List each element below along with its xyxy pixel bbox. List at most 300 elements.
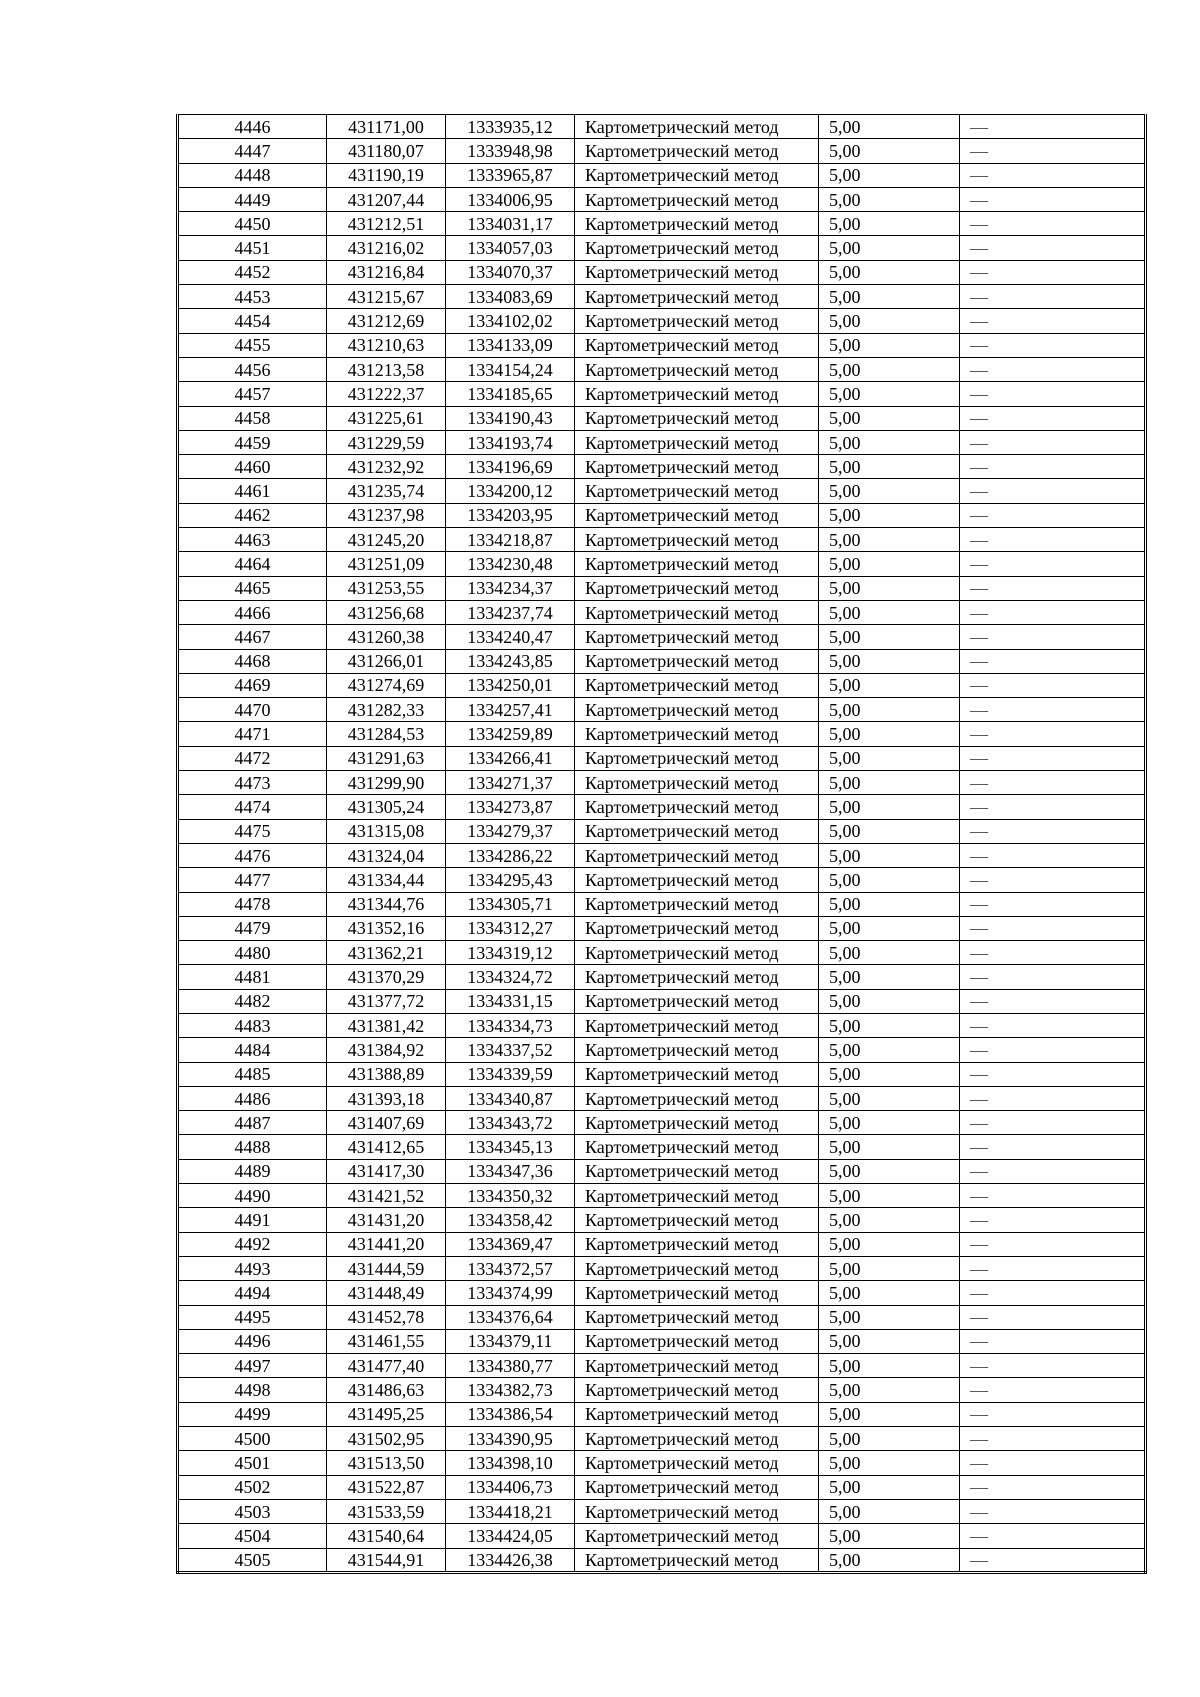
accuracy-cell: 5,00	[819, 382, 960, 406]
x-coordinate-cell: 431388,89	[327, 1062, 446, 1086]
x-coordinate-cell: 431334,44	[327, 868, 446, 892]
accuracy-cell: 5,00	[819, 1086, 960, 1110]
y-coordinate-cell: 1334237,74	[446, 600, 575, 624]
method-cell: Картометрический метод	[575, 843, 819, 867]
table-row	[178, 1305, 1146, 1329]
x-coordinate-cell: 431213,58	[327, 357, 446, 381]
description-cell: —	[960, 649, 1146, 673]
method-cell: Картометрический метод	[575, 1038, 819, 1062]
description-cell: —	[960, 1256, 1146, 1280]
method-cell: Картометрический метод	[575, 212, 819, 236]
accuracy-cell: 5,00	[819, 600, 960, 624]
method-cell: Картометрический метод	[575, 528, 819, 552]
table-row	[178, 649, 1146, 673]
x-coordinate-cell: 431291,63	[327, 746, 446, 770]
table-row	[178, 1524, 1146, 1548]
y-coordinate-cell: 1333948,98	[446, 139, 575, 163]
description-cell: —	[960, 746, 1146, 770]
table-row	[178, 673, 1146, 697]
accuracy-cell: 5,00	[819, 1378, 960, 1402]
point-number-cell: 4482	[178, 989, 327, 1013]
table-row	[178, 1427, 1146, 1451]
method-cell: Картометрический метод	[575, 1013, 819, 1037]
point-number-cell: 4477	[178, 868, 327, 892]
x-coordinate-cell: 431260,38	[327, 625, 446, 649]
x-coordinate-cell: 431431,20	[327, 1208, 446, 1232]
x-coordinate-cell: 431232,92	[327, 455, 446, 479]
y-coordinate-cell: 1334380,77	[446, 1354, 575, 1378]
point-number-cell: 4501	[178, 1451, 327, 1475]
y-coordinate-cell: 1334406,73	[446, 1475, 575, 1499]
accuracy-cell: 5,00	[819, 212, 960, 236]
y-coordinate-cell: 1334273,87	[446, 795, 575, 819]
y-coordinate-cell: 1334339,59	[446, 1062, 575, 1086]
point-number-cell: 4451	[178, 236, 327, 260]
point-number-cell: 4480	[178, 941, 327, 965]
table-row	[178, 1135, 1146, 1159]
point-number-cell: 4462	[178, 503, 327, 527]
y-coordinate-cell: 1334031,17	[446, 212, 575, 236]
x-coordinate-cell: 431407,69	[327, 1111, 446, 1135]
method-cell: Картометрический метод	[575, 892, 819, 916]
method-cell: Картометрический метод	[575, 1062, 819, 1086]
y-coordinate-cell: 1334426,38	[446, 1548, 575, 1572]
description-cell: —	[960, 1378, 1146, 1402]
point-number-cell: 4476	[178, 843, 327, 867]
description-cell: —	[960, 382, 1146, 406]
accuracy-cell: 5,00	[819, 989, 960, 1013]
accuracy-cell: 5,00	[819, 1013, 960, 1037]
accuracy-cell: 5,00	[819, 1427, 960, 1451]
table-row	[178, 430, 1146, 454]
method-cell: Картометрический метод	[575, 819, 819, 843]
method-cell: Картометрический метод	[575, 333, 819, 357]
method-cell: Картометрический метод	[575, 552, 819, 576]
y-coordinate-cell: 1334102,02	[446, 309, 575, 333]
accuracy-cell: 5,00	[819, 285, 960, 309]
method-cell: Картометрический метод	[575, 989, 819, 1013]
accuracy-cell: 5,00	[819, 1062, 960, 1086]
accuracy-cell: 5,00	[819, 260, 960, 284]
y-coordinate-cell: 1334196,69	[446, 455, 575, 479]
table-row	[178, 771, 1146, 795]
table-row	[178, 1281, 1146, 1305]
y-coordinate-cell: 1334295,43	[446, 868, 575, 892]
x-coordinate-cell: 431384,92	[327, 1038, 446, 1062]
y-coordinate-cell: 1334382,73	[446, 1378, 575, 1402]
accuracy-cell: 5,00	[819, 309, 960, 333]
method-cell: Картометрический метод	[575, 1086, 819, 1110]
accuracy-cell: 5,00	[819, 1135, 960, 1159]
coordinates-table-body	[178, 115, 1146, 1573]
table-row	[178, 843, 1146, 867]
table-row	[178, 1208, 1146, 1232]
point-number-cell: 4484	[178, 1038, 327, 1062]
y-coordinate-cell: 1334240,47	[446, 625, 575, 649]
x-coordinate-cell: 431215,67	[327, 285, 446, 309]
accuracy-cell: 5,00	[819, 698, 960, 722]
x-coordinate-cell: 431212,51	[327, 212, 446, 236]
x-coordinate-cell: 431235,74	[327, 479, 446, 503]
y-coordinate-cell: 1334374,99	[446, 1281, 575, 1305]
x-coordinate-cell: 431377,72	[327, 989, 446, 1013]
y-coordinate-cell: 1334230,48	[446, 552, 575, 576]
accuracy-cell: 5,00	[819, 406, 960, 430]
description-cell: —	[960, 722, 1146, 746]
accuracy-cell: 5,00	[819, 795, 960, 819]
x-coordinate-cell: 431180,07	[327, 139, 446, 163]
description-cell: —	[960, 1281, 1146, 1305]
description-cell: —	[960, 115, 1146, 139]
description-cell: —	[960, 965, 1146, 989]
accuracy-cell: 5,00	[819, 163, 960, 187]
accuracy-cell: 5,00	[819, 771, 960, 795]
y-coordinate-cell: 1334200,12	[446, 479, 575, 503]
table-row	[178, 892, 1146, 916]
y-coordinate-cell: 1334203,95	[446, 503, 575, 527]
description-cell: —	[960, 600, 1146, 624]
accuracy-cell: 5,00	[819, 479, 960, 503]
point-number-cell: 4496	[178, 1329, 327, 1353]
method-cell: Картометрический метод	[575, 771, 819, 795]
point-number-cell: 4465	[178, 576, 327, 600]
accuracy-cell: 5,00	[819, 1038, 960, 1062]
method-cell: Картометрический метод	[575, 503, 819, 527]
point-number-cell: 4470	[178, 698, 327, 722]
accuracy-cell: 5,00	[819, 357, 960, 381]
point-number-cell: 4449	[178, 187, 327, 211]
description-cell: —	[960, 406, 1146, 430]
method-cell: Картометрический метод	[575, 115, 819, 139]
description-cell: —	[960, 260, 1146, 284]
y-coordinate-cell: 1334386,54	[446, 1402, 575, 1426]
x-coordinate-cell: 431522,87	[327, 1475, 446, 1499]
table-row	[178, 357, 1146, 381]
description-cell: —	[960, 625, 1146, 649]
description-cell: —	[960, 285, 1146, 309]
point-number-cell: 4490	[178, 1184, 327, 1208]
method-cell: Картометрический метод	[575, 1256, 819, 1280]
y-coordinate-cell: 1334418,21	[446, 1499, 575, 1523]
point-number-cell: 4463	[178, 528, 327, 552]
x-coordinate-cell: 431315,08	[327, 819, 446, 843]
x-coordinate-cell: 431393,18	[327, 1086, 446, 1110]
description-cell: —	[960, 1475, 1146, 1499]
y-coordinate-cell: 1334347,36	[446, 1159, 575, 1183]
method-cell: Картометрический метод	[575, 1232, 819, 1256]
method-cell: Картометрический метод	[575, 600, 819, 624]
x-coordinate-cell: 431540,64	[327, 1524, 446, 1548]
method-cell: Картометрический метод	[575, 1281, 819, 1305]
description-cell: —	[960, 989, 1146, 1013]
description-cell: —	[960, 455, 1146, 479]
y-coordinate-cell: 1334250,01	[446, 673, 575, 697]
table-row	[178, 1548, 1146, 1572]
method-cell: Картометрический метод	[575, 430, 819, 454]
x-coordinate-cell: 431502,95	[327, 1427, 446, 1451]
coordinates-table	[176, 114, 1147, 1574]
method-cell: Картометрический метод	[575, 285, 819, 309]
accuracy-cell: 5,00	[819, 115, 960, 139]
table-row	[178, 285, 1146, 309]
x-coordinate-cell: 431225,61	[327, 406, 446, 430]
point-number-cell: 4466	[178, 600, 327, 624]
method-cell: Картометрический метод	[575, 649, 819, 673]
x-coordinate-cell: 431216,84	[327, 260, 446, 284]
accuracy-cell: 5,00	[819, 1329, 960, 1353]
description-cell: —	[960, 163, 1146, 187]
accuracy-cell: 5,00	[819, 746, 960, 770]
description-cell: —	[960, 503, 1146, 527]
table-row	[178, 1232, 1146, 1256]
description-cell: —	[960, 843, 1146, 867]
method-cell: Картометрический метод	[575, 1499, 819, 1523]
method-cell: Картометрический метод	[575, 1135, 819, 1159]
method-cell: Картометрический метод	[575, 309, 819, 333]
accuracy-cell: 5,00	[819, 1475, 960, 1499]
point-number-cell: 4453	[178, 285, 327, 309]
method-cell: Картометрический метод	[575, 916, 819, 940]
method-cell: Картометрический метод	[575, 455, 819, 479]
y-coordinate-cell: 1334369,47	[446, 1232, 575, 1256]
x-coordinate-cell: 431486,63	[327, 1378, 446, 1402]
method-cell: Картометрический метод	[575, 1451, 819, 1475]
description-cell: —	[960, 1184, 1146, 1208]
x-coordinate-cell: 431444,59	[327, 1256, 446, 1280]
accuracy-cell: 5,00	[819, 139, 960, 163]
point-number-cell: 4494	[178, 1281, 327, 1305]
accuracy-cell: 5,00	[819, 625, 960, 649]
method-cell: Картометрический метод	[575, 795, 819, 819]
y-coordinate-cell: 1334337,52	[446, 1038, 575, 1062]
description-cell: —	[960, 1427, 1146, 1451]
y-coordinate-cell: 1334345,13	[446, 1135, 575, 1159]
x-coordinate-cell: 431251,09	[327, 552, 446, 576]
accuracy-cell: 5,00	[819, 1281, 960, 1305]
accuracy-cell: 5,00	[819, 843, 960, 867]
y-coordinate-cell: 1334331,15	[446, 989, 575, 1013]
x-coordinate-cell: 431274,69	[327, 673, 446, 697]
point-number-cell: 4456	[178, 357, 327, 381]
description-cell: —	[960, 941, 1146, 965]
y-coordinate-cell: 1334083,69	[446, 285, 575, 309]
point-number-cell: 4492	[178, 1232, 327, 1256]
method-cell: Картометрический метод	[575, 1378, 819, 1402]
description-cell: —	[960, 1111, 1146, 1135]
method-cell: Картометрический метод	[575, 1305, 819, 1329]
accuracy-cell: 5,00	[819, 236, 960, 260]
table-row	[178, 1062, 1146, 1086]
accuracy-cell: 5,00	[819, 819, 960, 843]
method-cell: Картометрический метод	[575, 260, 819, 284]
accuracy-cell: 5,00	[819, 1354, 960, 1378]
point-number-cell: 4493	[178, 1256, 327, 1280]
x-coordinate-cell: 431324,04	[327, 843, 446, 867]
point-number-cell: 4450	[178, 212, 327, 236]
table-row	[178, 260, 1146, 284]
y-coordinate-cell: 1334133,09	[446, 333, 575, 357]
description-cell: —	[960, 916, 1146, 940]
x-coordinate-cell: 431461,55	[327, 1329, 446, 1353]
method-cell: Картометрический метод	[575, 746, 819, 770]
x-coordinate-cell: 431207,44	[327, 187, 446, 211]
table-row	[178, 163, 1146, 187]
point-number-cell: 4447	[178, 139, 327, 163]
method-cell: Картометрический метод	[575, 406, 819, 430]
point-number-cell: 4479	[178, 916, 327, 940]
y-coordinate-cell: 1334324,72	[446, 965, 575, 989]
method-cell: Картометрический метод	[575, 965, 819, 989]
y-coordinate-cell: 1334259,89	[446, 722, 575, 746]
description-cell: —	[960, 1159, 1146, 1183]
accuracy-cell: 5,00	[819, 1305, 960, 1329]
table-row	[178, 795, 1146, 819]
description-cell: —	[960, 1524, 1146, 1548]
x-coordinate-cell: 431171,00	[327, 115, 446, 139]
method-cell: Картометрический метод	[575, 698, 819, 722]
description-cell: —	[960, 552, 1146, 576]
table-row	[178, 333, 1146, 357]
y-coordinate-cell: 1334070,37	[446, 260, 575, 284]
point-number-cell: 4478	[178, 892, 327, 916]
description-cell: —	[960, 1086, 1146, 1110]
x-coordinate-cell: 431417,30	[327, 1159, 446, 1183]
y-coordinate-cell: 1333935,12	[446, 115, 575, 139]
table-row	[178, 722, 1146, 746]
table-row	[178, 965, 1146, 989]
accuracy-cell: 5,00	[819, 1499, 960, 1523]
point-number-cell: 4474	[178, 795, 327, 819]
x-coordinate-cell: 431216,02	[327, 236, 446, 260]
accuracy-cell: 5,00	[819, 1256, 960, 1280]
y-coordinate-cell: 1334257,41	[446, 698, 575, 722]
table-row	[178, 1402, 1146, 1426]
table-row	[178, 746, 1146, 770]
y-coordinate-cell: 1334266,41	[446, 746, 575, 770]
table-row	[178, 868, 1146, 892]
table-row	[178, 479, 1146, 503]
description-cell: —	[960, 187, 1146, 211]
description-cell: —	[960, 576, 1146, 600]
y-coordinate-cell: 1334057,03	[446, 236, 575, 260]
description-cell: —	[960, 1038, 1146, 1062]
point-number-cell: 4461	[178, 479, 327, 503]
method-cell: Картометрический метод	[575, 1427, 819, 1451]
description-cell: —	[960, 139, 1146, 163]
description-cell: —	[960, 1208, 1146, 1232]
point-number-cell: 4498	[178, 1378, 327, 1402]
point-number-cell: 4497	[178, 1354, 327, 1378]
x-coordinate-cell: 431256,68	[327, 600, 446, 624]
method-cell: Картометрический метод	[575, 139, 819, 163]
table-row	[178, 1329, 1146, 1353]
point-number-cell: 4448	[178, 163, 327, 187]
point-number-cell: 4481	[178, 965, 327, 989]
method-cell: Картометрический метод	[575, 1524, 819, 1548]
point-number-cell: 4486	[178, 1086, 327, 1110]
table-row	[178, 625, 1146, 649]
method-cell: Картометрический метод	[575, 1548, 819, 1572]
point-number-cell: 4468	[178, 649, 327, 673]
table-row	[178, 1475, 1146, 1499]
point-number-cell: 4503	[178, 1499, 327, 1523]
point-number-cell: 4454	[178, 309, 327, 333]
x-coordinate-cell: 431362,21	[327, 941, 446, 965]
table-row	[178, 698, 1146, 722]
y-coordinate-cell: 1334358,42	[446, 1208, 575, 1232]
description-cell: —	[960, 673, 1146, 697]
description-cell: —	[960, 430, 1146, 454]
x-coordinate-cell: 431212,69	[327, 309, 446, 333]
point-number-cell: 4471	[178, 722, 327, 746]
point-number-cell: 4457	[178, 382, 327, 406]
point-number-cell: 4489	[178, 1159, 327, 1183]
y-coordinate-cell: 1334234,37	[446, 576, 575, 600]
y-coordinate-cell: 1334424,05	[446, 1524, 575, 1548]
method-cell: Картометрический метод	[575, 236, 819, 260]
point-number-cell: 4485	[178, 1062, 327, 1086]
method-cell: Картометрический метод	[575, 1111, 819, 1135]
point-number-cell: 4464	[178, 552, 327, 576]
method-cell: Картометрический метод	[575, 576, 819, 600]
y-coordinate-cell: 1334319,12	[446, 941, 575, 965]
description-cell: —	[960, 1232, 1146, 1256]
description-cell: —	[960, 528, 1146, 552]
description-cell: —	[960, 333, 1146, 357]
table-row	[178, 115, 1146, 139]
method-cell: Картометрический метод	[575, 1402, 819, 1426]
y-coordinate-cell: 1334372,57	[446, 1256, 575, 1280]
table-row	[178, 187, 1146, 211]
method-cell: Картометрический метод	[575, 673, 819, 697]
x-coordinate-cell: 431245,20	[327, 528, 446, 552]
description-cell: —	[960, 1451, 1146, 1475]
accuracy-cell: 5,00	[819, 965, 960, 989]
description-cell: —	[960, 309, 1146, 333]
point-number-cell: 4495	[178, 1305, 327, 1329]
x-coordinate-cell: 431352,16	[327, 916, 446, 940]
x-coordinate-cell: 431477,40	[327, 1354, 446, 1378]
x-coordinate-cell: 431253,55	[327, 576, 446, 600]
description-cell: —	[960, 819, 1146, 843]
accuracy-cell: 5,00	[819, 552, 960, 576]
table-row	[178, 406, 1146, 430]
accuracy-cell: 5,00	[819, 722, 960, 746]
accuracy-cell: 5,00	[819, 868, 960, 892]
description-cell: —	[960, 236, 1146, 260]
y-coordinate-cell: 1334312,27	[446, 916, 575, 940]
table-row	[178, 1111, 1146, 1135]
y-coordinate-cell: 1334193,74	[446, 430, 575, 454]
description-cell: —	[960, 1548, 1146, 1572]
accuracy-cell: 5,00	[819, 941, 960, 965]
x-coordinate-cell: 431190,19	[327, 163, 446, 187]
method-cell: Картометрический метод	[575, 1329, 819, 1353]
method-cell: Картометрический метод	[575, 1475, 819, 1499]
point-number-cell: 4467	[178, 625, 327, 649]
y-coordinate-cell: 1334390,95	[446, 1427, 575, 1451]
x-coordinate-cell: 431305,24	[327, 795, 446, 819]
y-coordinate-cell: 1333965,87	[446, 163, 575, 187]
table-row	[178, 1378, 1146, 1402]
y-coordinate-cell: 1334340,87	[446, 1086, 575, 1110]
point-number-cell: 4459	[178, 430, 327, 454]
table-row	[178, 503, 1146, 527]
method-cell: Картометрический метод	[575, 1159, 819, 1183]
description-cell: —	[960, 1499, 1146, 1523]
description-cell: —	[960, 795, 1146, 819]
y-coordinate-cell: 1334350,32	[446, 1184, 575, 1208]
